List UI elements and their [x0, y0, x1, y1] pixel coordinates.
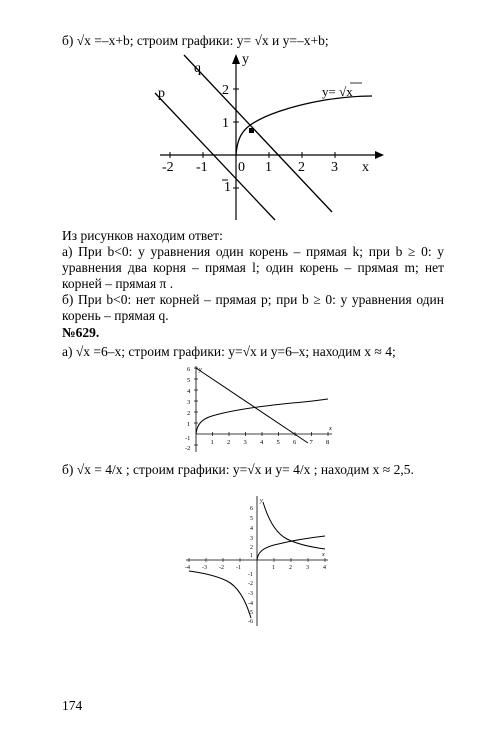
- sqrt-curve: [236, 96, 372, 155]
- graph-sqrt-and-6-minus-x: [182, 364, 342, 456]
- y-tick: -5: [248, 610, 253, 616]
- y-tick: 1: [222, 116, 229, 131]
- y-tick: 2: [187, 410, 191, 417]
- y-tick: 5: [250, 516, 253, 522]
- graph-sqrt-and-lines: [150, 50, 390, 225]
- problem-number: №629.: [62, 325, 100, 340]
- line-p: [155, 93, 275, 220]
- y-tick: -6: [248, 619, 253, 625]
- y-axis-label: y: [260, 498, 263, 504]
- label-p: p: [158, 86, 165, 101]
- graph-sqrt-and-4-over-x: [182, 494, 332, 630]
- part-b-header: б) √x =–x+b; строим графики: y= √x и y=–x+b;: [62, 33, 329, 48]
- y-tick: 4: [187, 388, 191, 395]
- hyperbola-right: [263, 502, 325, 549]
- label-y-axis: y: [242, 52, 249, 67]
- x-tick: -3: [202, 565, 207, 571]
- item-a: а) √x =6–x; строим графики: y=√x и y=6–x; находим x ≈ 4;: [62, 344, 396, 359]
- x-tick: 1: [210, 439, 214, 446]
- label-sqrt: y= √x: [322, 84, 353, 99]
- x-tick: 3: [331, 160, 338, 175]
- hyperbola-left: [189, 571, 251, 618]
- y-tick: 1: [224, 180, 231, 195]
- y-axis-label: y: [199, 366, 202, 373]
- y-tick: 6: [187, 366, 191, 373]
- item-b: б) √x = 4/x ; строим графики: y=√x и y= 4/x ; находим x ≈ 2,5.: [62, 462, 414, 477]
- x-tick: 7: [309, 439, 313, 446]
- x-tick: 3: [243, 439, 247, 446]
- x-tick: -1: [196, 160, 208, 175]
- x-tick: 3: [306, 565, 309, 571]
- x-tick: 2: [289, 565, 292, 571]
- y-tick: -3: [248, 591, 253, 597]
- y-tick: -1: [185, 435, 191, 442]
- answer-intro: Из рисунков находим ответ:: [62, 228, 223, 243]
- y-tick: 2: [250, 545, 253, 551]
- y-tick: 1: [187, 421, 191, 428]
- page-number: 174: [62, 698, 83, 713]
- x-tick: 6: [293, 439, 297, 446]
- y-tick: 2: [222, 83, 229, 98]
- y-tick: 3: [250, 536, 253, 542]
- y-tick: -1: [248, 572, 253, 578]
- y-tick: -2: [248, 581, 253, 587]
- x-tick: 1: [265, 160, 272, 175]
- x-tick: 2: [298, 160, 305, 175]
- y-tick: -4: [248, 601, 253, 607]
- x-tick: 0: [238, 160, 245, 175]
- x-tick: 5: [276, 439, 280, 446]
- label-x-axis: x: [362, 160, 369, 175]
- x-tick: -4: [185, 565, 190, 571]
- answer-b: б) При b<0: нет корней – прямая p; при b ≥ 0: у уравнения один корень – прямая q.: [62, 292, 444, 323]
- x-tick: -1: [236, 565, 241, 571]
- x-tick: 4: [260, 439, 264, 446]
- y-tick: 4: [250, 526, 253, 532]
- sqrt-curve: [196, 399, 328, 434]
- line-6-minus-x: [196, 368, 308, 443]
- sqrt-curve: [257, 536, 325, 560]
- x-tick: 4: [323, 565, 326, 571]
- x-axis-label: x: [329, 425, 332, 432]
- y-tick: -2: [185, 445, 191, 452]
- x-tick: 1: [272, 565, 275, 571]
- x-tick: -2: [162, 160, 174, 175]
- answer-a: а) При b<0: у уравнения один корень – прямая k; при b ≥ 0: у уравнения два корня – прямая l; один корень – прямая m; нет корней – прямая π .: [62, 244, 444, 291]
- label-q: q: [194, 61, 201, 76]
- line-q: [184, 55, 332, 212]
- x-tick: 2: [227, 439, 231, 446]
- y-tick: 6: [250, 506, 253, 512]
- y-tick: 3: [187, 399, 191, 406]
- y-tick: 5: [187, 377, 191, 384]
- x-tick: 8: [326, 439, 330, 446]
- x-axis-label: x: [322, 552, 325, 558]
- x-tick: -2: [219, 565, 224, 571]
- y-tick: 1: [250, 553, 253, 559]
